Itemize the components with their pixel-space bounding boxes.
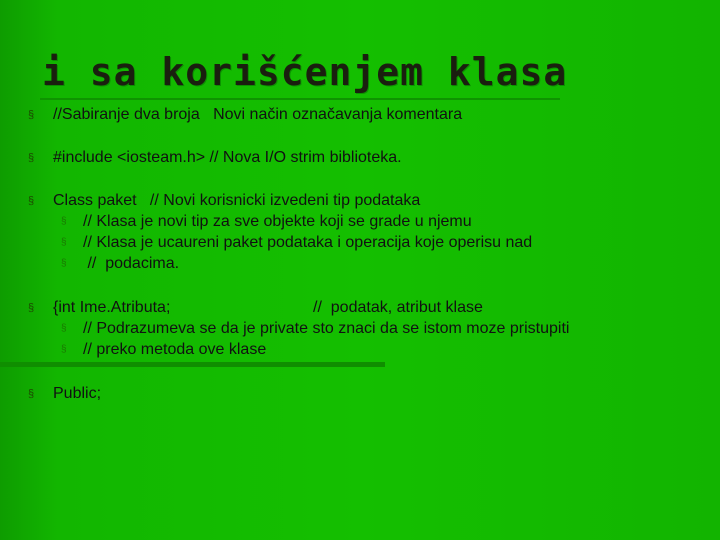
sub-bullet-icon: § bbox=[61, 344, 67, 355]
sub-bullet-icon: § bbox=[61, 323, 67, 334]
item-comment: // podatak, atribut klase bbox=[313, 299, 483, 316]
slide-title: i sa korišćenjem klasa bbox=[42, 50, 568, 94]
sub-bullet-icon: § bbox=[61, 237, 67, 248]
bullet-icon: § bbox=[28, 195, 35, 207]
sub-item-text: // preko metoda ove klase bbox=[83, 341, 267, 358]
item-text: Class paket // Novi korisnicki izvedeni tip podataka bbox=[53, 192, 421, 209]
bullet-icon: § bbox=[28, 388, 35, 400]
sub-item-text: // Klasa je novi tip za sve objekte koji se grade u njemu bbox=[83, 213, 472, 230]
bullet-icon: § bbox=[28, 109, 35, 121]
item-text: #include <iosteam.h> // Nova I/O strim biblioteka. bbox=[53, 149, 402, 166]
sub-item-text: // Klasa je ucaureni paket podataka i operacija koje operisu nad bbox=[83, 234, 533, 251]
sub-bullet-icon: § bbox=[61, 258, 67, 269]
sub-bullet-icon: § bbox=[61, 216, 67, 227]
item-text: Public; bbox=[53, 385, 102, 402]
item-text: {int Ime.Atributa; bbox=[53, 299, 171, 316]
sub-item-text: // podacima. bbox=[83, 255, 180, 272]
sub-item-text: // Podrazumeva se da je private sto znaci da se istom moze pristupiti bbox=[83, 320, 570, 337]
bullet-icon: § bbox=[28, 152, 35, 164]
bullet-icon: § bbox=[28, 302, 35, 314]
item-text: //Sabiranje dva broja Novi način označavanja komentara bbox=[53, 106, 463, 123]
